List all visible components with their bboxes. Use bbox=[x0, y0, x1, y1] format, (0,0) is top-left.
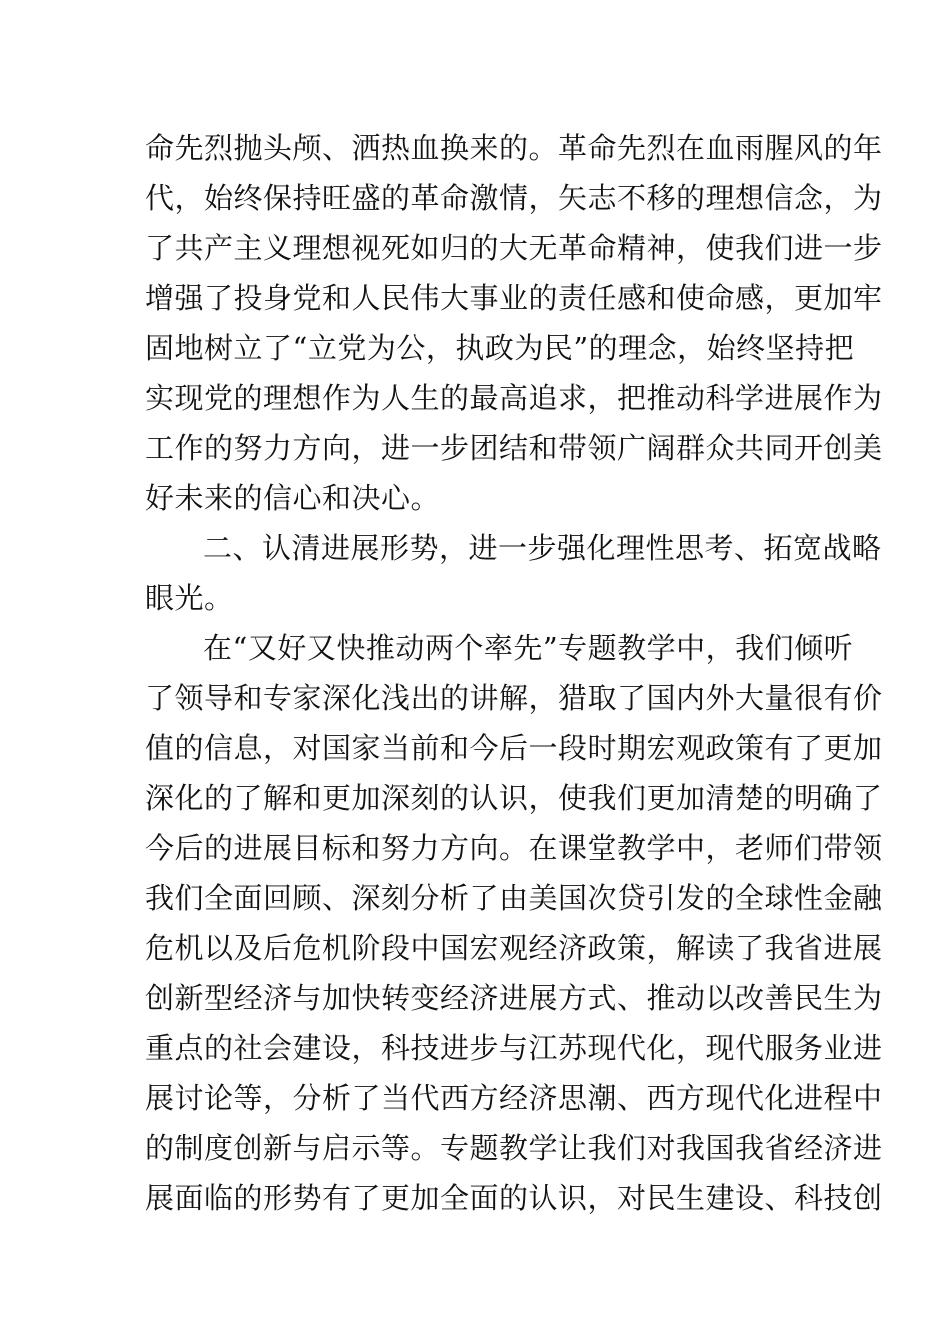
text-line: 的制度创新与启示等。专题教学让我们对我国我省经济进 bbox=[145, 1131, 883, 1165]
text-line: 在“又好又快推动两个率先”专题教学中，我们倾听 bbox=[203, 631, 854, 665]
text-line: 好未来的信心和决心。 bbox=[145, 481, 441, 515]
text-line: 展讨论等，分析了当代西方经济思潮、西方现代化进程中 bbox=[145, 1081, 883, 1115]
text-line: 固地树立了“立党为公，执政为民”的理念，始终坚持把 bbox=[145, 331, 855, 365]
text-line: 命先烈抛头颅、洒热血换来的。革命先烈在血雨腥风的年 bbox=[145, 131, 883, 165]
text-line: 工作的努力方向，进一步团结和带领广阔群众共同开创美 bbox=[145, 431, 883, 465]
text-line: 展面临的形势有了更加全面的认识，对民生建设、科技创 bbox=[145, 1181, 883, 1215]
text-line: 代，始终保持旺盛的革命激情，矢志不移的理想信念，为 bbox=[145, 181, 883, 215]
text-line: 我们全面回顾、深刻分析了由美国次贷引发的全球性金融 bbox=[145, 881, 883, 915]
text-line: 增强了投身党和人民伟大事业的责任感和使命感，更加牢 bbox=[145, 281, 883, 315]
text-line: 创新型经济与加快转变经济进展方式、推动以改善民生为 bbox=[145, 981, 883, 1015]
text-line: 实现党的理想作为人生的最高追求，把推动科学进展作为 bbox=[145, 381, 883, 415]
text-line: 重点的社会建设，科技进步与江苏现代化，现代服务业进 bbox=[145, 1031, 883, 1065]
text-line: 深化的了解和更加深刻的认识，使我们更加清楚的明确了 bbox=[145, 781, 883, 815]
text-line: 今后的进展目标和努力方向。在课堂教学中，老师们带领 bbox=[145, 831, 883, 865]
section-heading: 二、认清进展形势，进一步强化理性思考、拓宽战略 bbox=[203, 531, 882, 565]
text-line: 值的信息，对国家当前和今后一段时期宏观政策有了更加 bbox=[145, 731, 883, 765]
text-line: 了共产主义理想视死如归的大无革命精神，使我们进一步 bbox=[145, 231, 883, 265]
document-body bbox=[145, 123, 883, 1223]
text-line: 了领导和专家深化浅出的讲解，猎取了国内外大量很有价 bbox=[145, 681, 883, 715]
text-line: 危机以及后危机阶段中国宏观经济政策，解读了我省进展 bbox=[145, 931, 883, 965]
section-heading-continued: 眼光。 bbox=[145, 581, 234, 615]
